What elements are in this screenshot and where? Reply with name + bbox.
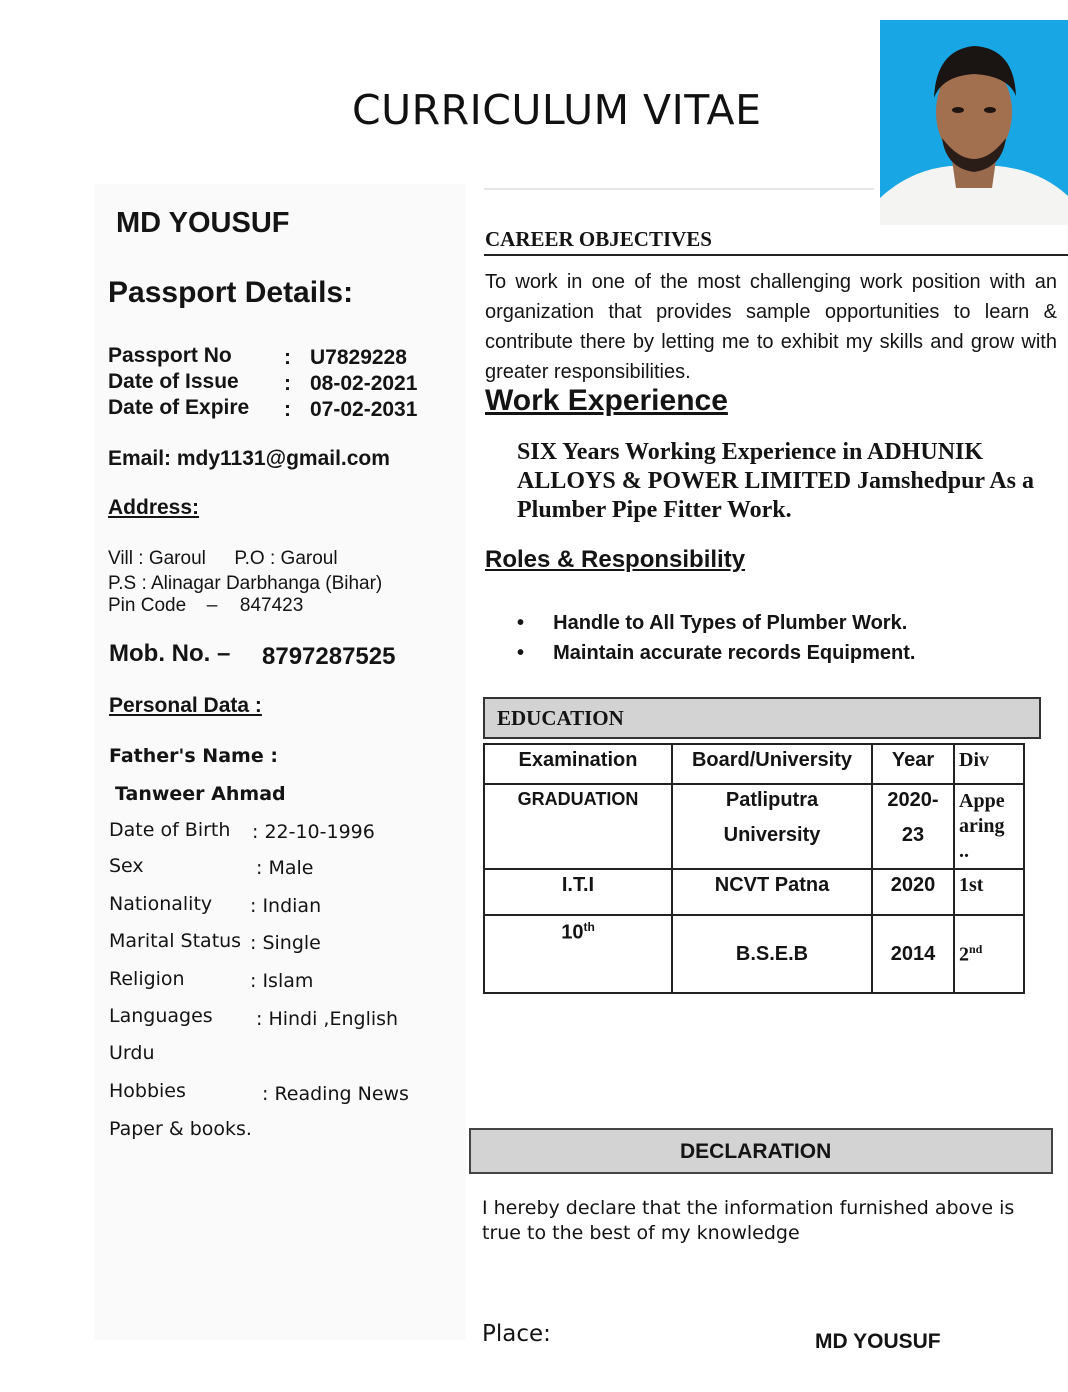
- exam-graduation: GRADUATION: [484, 784, 672, 869]
- passport-no-label: Passport No: [108, 344, 232, 367]
- bullet-icon: •: [517, 612, 525, 634]
- hobbies-value: : Reading News: [262, 1083, 409, 1105]
- year-graduation: [872, 784, 954, 869]
- bullet-icon: •: [517, 642, 525, 664]
- date-of-issue-value: 08-02-2021: [310, 372, 418, 395]
- languages-continued: Urdu: [109, 1042, 155, 1064]
- work-experience-text: SIX Years Working Experience in ADHUNIK ALLOYS & POWER LIMITED Jamshedpur As a Plumber Pipe Fitter Work.: [517, 439, 1034, 523]
- exam-10th: [484, 915, 672, 993]
- address-village: Vill : Garoul: [108, 548, 206, 569]
- year-line-2: 23: [901, 824, 925, 846]
- div-iti: 1st: [954, 869, 1024, 915]
- dob-value: : 22-10-1996: [252, 821, 375, 843]
- div-10th-num: 2: [959, 943, 969, 966]
- table-row: [484, 915, 1024, 993]
- board-line-2: University: [723, 824, 821, 846]
- date-of-issue-label: Date of Issue: [108, 370, 239, 393]
- col-header-div: Div: [954, 744, 1024, 784]
- board-graduation: [672, 784, 872, 869]
- div-10th-sup: nd: [969, 941, 983, 956]
- year-10th: 2014: [872, 915, 954, 993]
- date-of-expire-label: Date of Expire: [108, 396, 250, 419]
- right-top-rule: [484, 188, 874, 190]
- date-of-expire-colon: :: [284, 398, 291, 421]
- year-line-1: 2020-: [887, 789, 939, 811]
- career-rule: [484, 254, 1068, 256]
- col-header-examination: Examination: [484, 744, 672, 784]
- roles-heading: Roles & Responsibility: [485, 546, 746, 573]
- nationality-value: : Indian: [250, 895, 322, 917]
- board-iti: NCVT Patna: [672, 869, 872, 915]
- date-of-issue-colon: :: [284, 372, 291, 395]
- person-portrait-icon: [880, 20, 1068, 225]
- col-header-year: Year: [872, 744, 954, 784]
- passport-heading: Passport Details:: [108, 276, 354, 309]
- passport-no-value: U7829228: [310, 346, 407, 369]
- email: Email: mdy1131@gmail.com: [108, 447, 390, 470]
- list-item: [517, 642, 915, 665]
- marital-status-value: : Single: [250, 932, 321, 954]
- pin-code-label: Pin Code: [108, 595, 187, 616]
- hobbies-label: Hobbies: [109, 1080, 186, 1102]
- year-iti: 2020: [872, 869, 954, 915]
- address-line-3: [108, 595, 303, 617]
- declaration-heading: DECLARATION: [680, 1140, 832, 1163]
- dob-label: Date of Birth: [109, 819, 231, 841]
- fathers-name-value: Tanweer Ahmad: [115, 783, 286, 805]
- education-heading: EDUCATION: [497, 706, 624, 730]
- place-label: Place:: [482, 1321, 551, 1347]
- table-row: [484, 869, 1024, 915]
- career-objective-text: To work in one of the most challenging work position with an organization that provides sample opportunities to learn & contribute there by letting me to exhibit my skills and grow with greater responsibilities.: [485, 271, 1057, 383]
- pin-code-value: 847423: [239, 595, 304, 616]
- board-line-1: Patliputra: [725, 789, 819, 811]
- board-10th: B.S.E.B: [672, 915, 872, 993]
- address-line-2: P.S : Alinagar Darbhanga (Bihar): [108, 573, 383, 594]
- religion-label: Religion: [109, 968, 185, 990]
- personal-data-heading: Personal Data :: [109, 694, 262, 717]
- signature-name: MD YOUSUF: [815, 1330, 941, 1353]
- education-table: [483, 743, 1025, 994]
- passport-no-colon: :: [284, 346, 291, 369]
- profile-photo: [880, 20, 1068, 225]
- languages-label: Languages: [109, 1005, 213, 1027]
- candidate-name: MD YOUSUF: [116, 207, 290, 239]
- hobbies-continued: Paper & books.: [109, 1118, 252, 1140]
- table-header-row: [484, 744, 1024, 784]
- mobile-label: Mob. No. –: [109, 640, 231, 667]
- div-10th: [954, 915, 1024, 993]
- table-row: [484, 784, 1024, 869]
- pin-code-sep: –: [206, 595, 218, 616]
- sex-value: : Male: [256, 857, 314, 879]
- address-line-1: [108, 548, 338, 570]
- list-item: [517, 612, 907, 635]
- sex-label: Sex: [109, 855, 144, 877]
- address-post-office: P.O : Garoul: [234, 548, 338, 569]
- exam-10th-sup: th: [583, 920, 595, 934]
- exam-10th-num: 10: [561, 921, 584, 944]
- religion-value: : Islam: [250, 970, 314, 992]
- nationality-label: Nationality: [109, 893, 213, 915]
- mobile-value: 8797287525: [262, 643, 396, 670]
- div-graduation: Appe aring ..: [954, 784, 1024, 869]
- role-item-1: Handle to All Types of Plumber Work.: [553, 612, 908, 634]
- col-header-board: Board/University: [672, 744, 872, 784]
- page-title: CURRICULUM VITAE: [352, 86, 762, 134]
- address-heading: Address:: [108, 496, 200, 519]
- career-objectives-heading: CAREER OBJECTIVES: [485, 227, 712, 251]
- languages-value: : Hindi ,English: [256, 1008, 399, 1030]
- declaration-text: I hereby declare that the information furnished above is true to the best of my knowledge: [482, 1197, 1015, 1244]
- work-experience-heading: Work Experience: [485, 384, 728, 417]
- role-item-2: Maintain accurate records Equipment.: [553, 642, 916, 664]
- marital-status-label: Marital Status: [109, 930, 242, 952]
- exam-iti: I.T.I: [484, 869, 672, 915]
- date-of-expire-value: 07-02-2031: [310, 398, 418, 421]
- fathers-name-label: Father's Name :: [109, 745, 278, 767]
